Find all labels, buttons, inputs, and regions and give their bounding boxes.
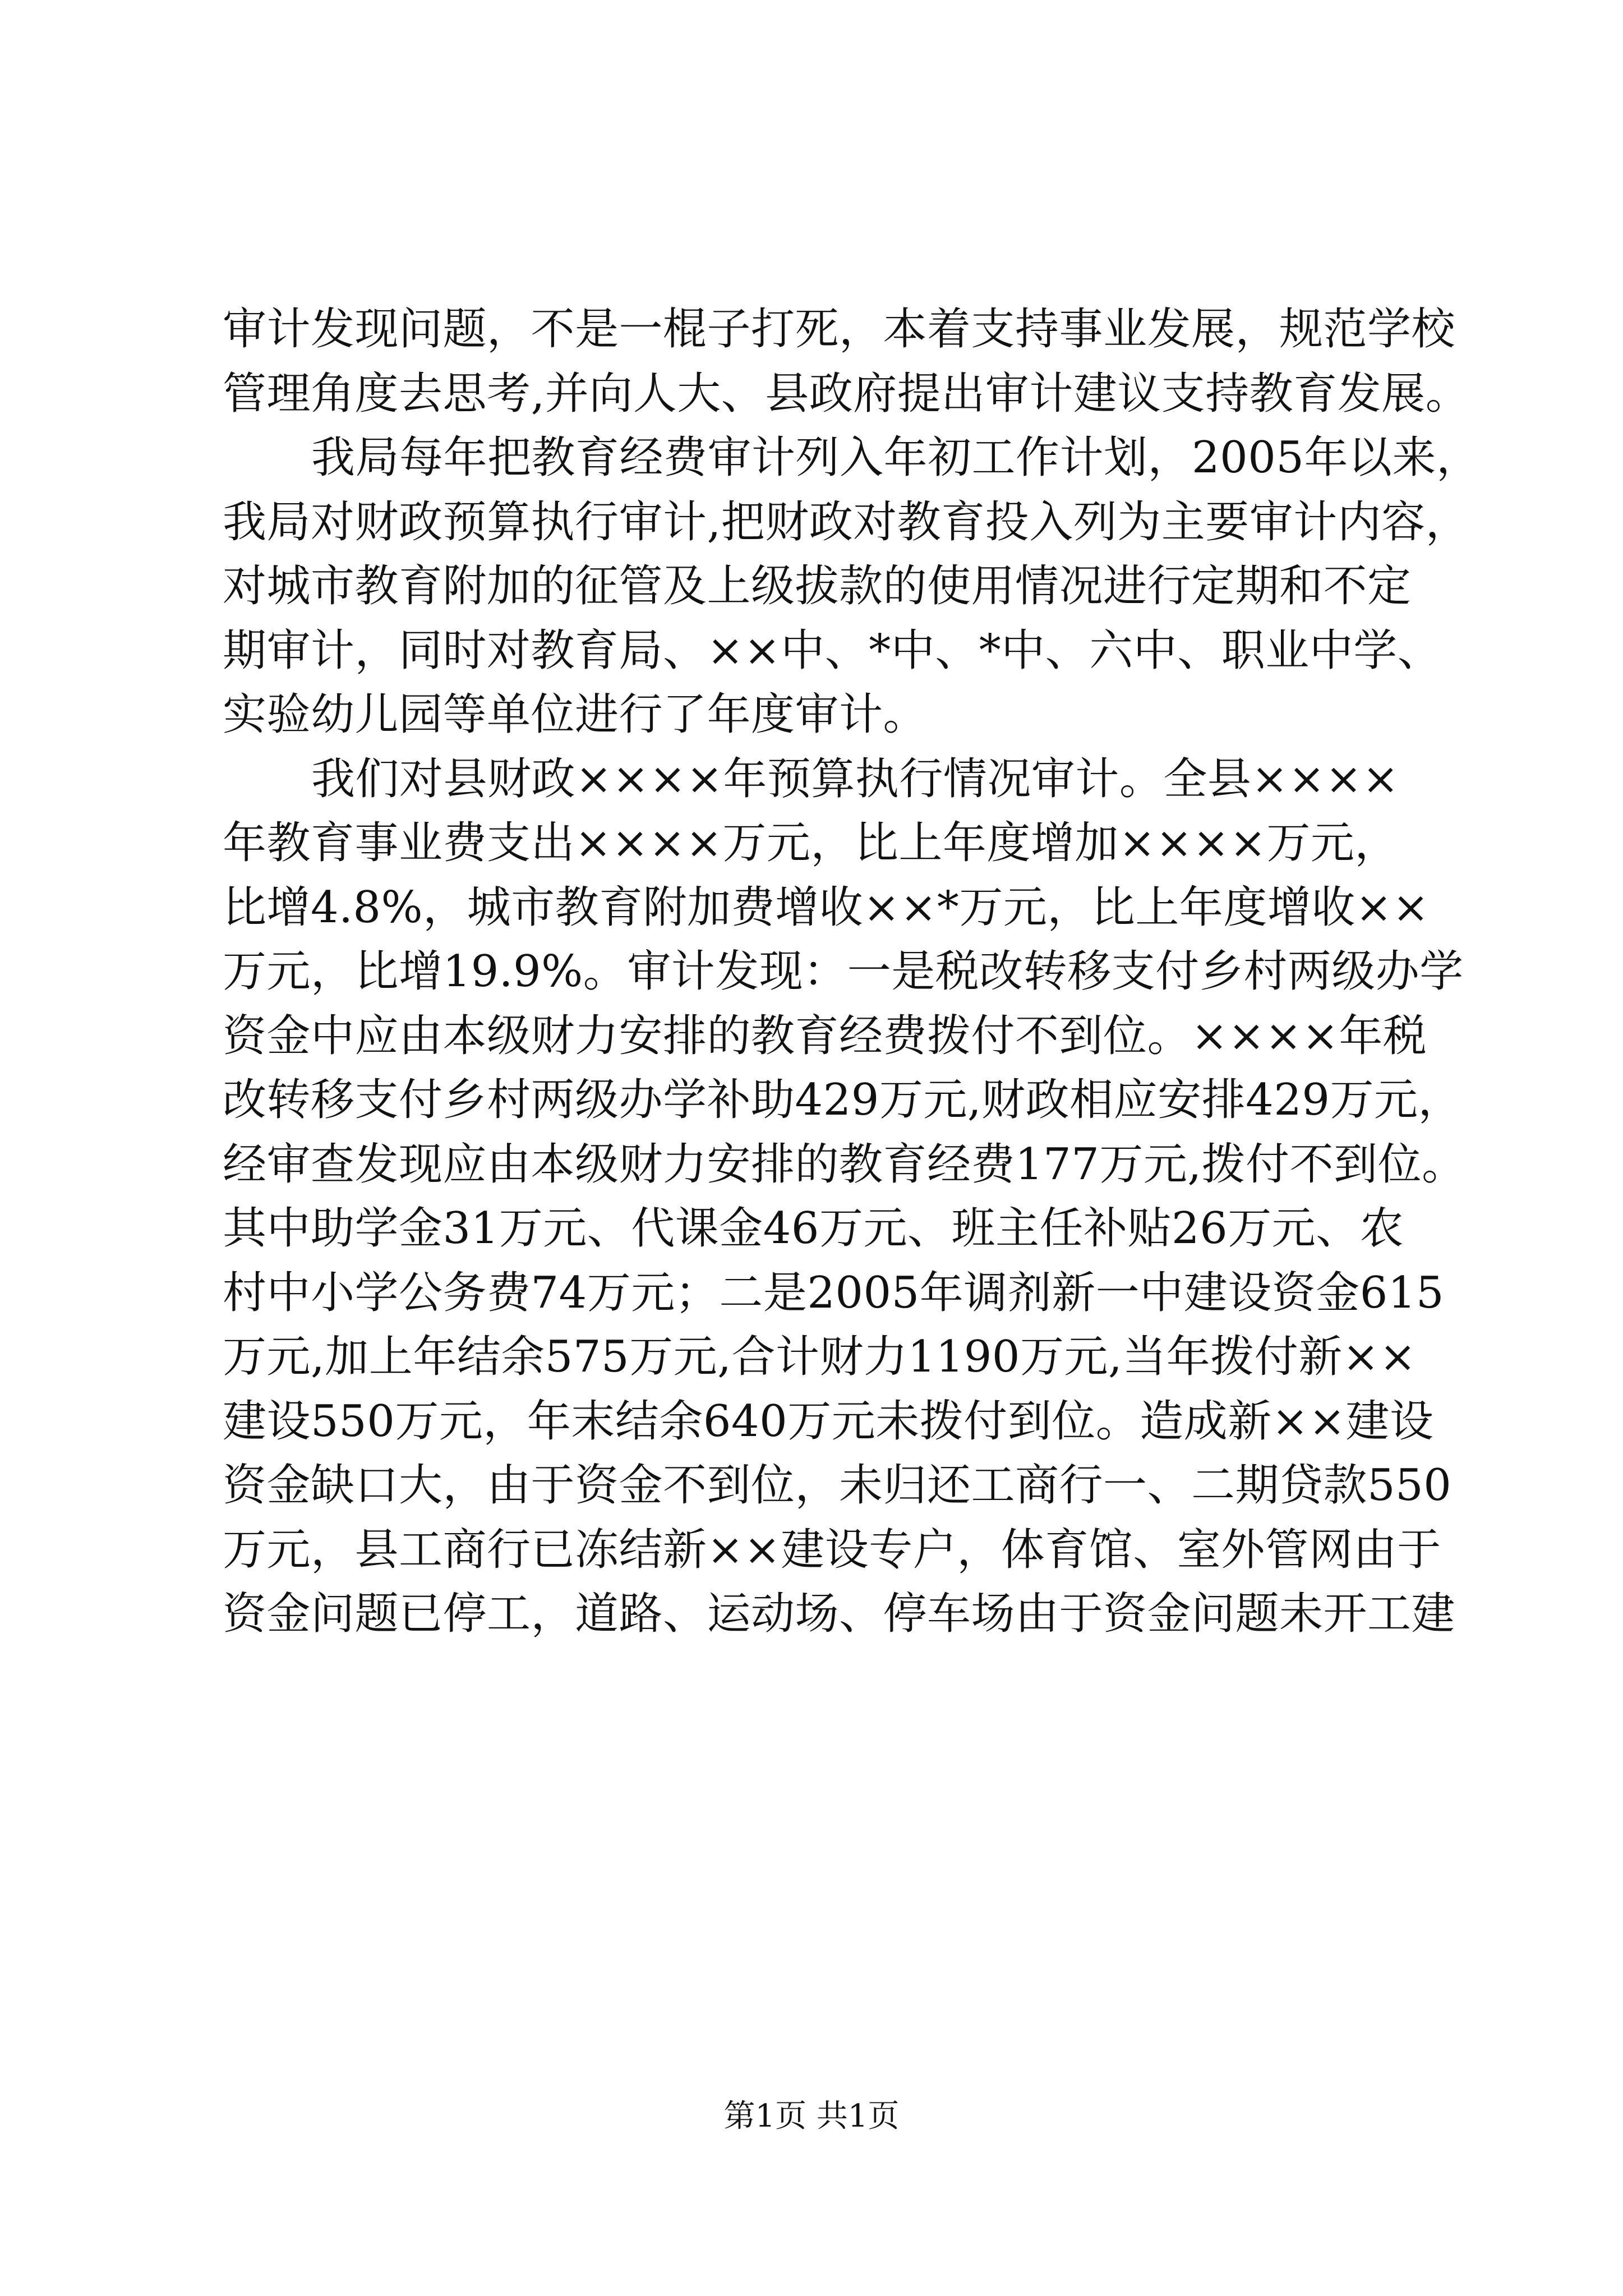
text-line: 对城市教育附加的征管及上级拔款的使用情况进行定期和不定 bbox=[223, 561, 1412, 611]
text-line: 管理角度去思考,并向人大、县政府提出审计建议支持教育发展。 bbox=[223, 368, 1470, 419]
body-text bbox=[223, 297, 1481, 1646]
text-line: 建设550万元，年末结余640万元未拨付到位。造成新××建设 bbox=[223, 1396, 1434, 1447]
text-line: 期审计，同时对教育局、××中、*中、*中、六中、职业中学、 bbox=[223, 625, 1442, 676]
text-line: 经审查发现应由本级财力安排的教育经费177万元,拨付不到位。 bbox=[223, 1139, 1466, 1190]
text-line: 资金中应由本级财力安排的教育经费拨付不到位。××××年税 bbox=[223, 1010, 1427, 1061]
text-line: 改转移支付乡村两级办学补助429万元,财政相应安排429万元， bbox=[223, 1075, 1463, 1125]
text-line: 村中小学公务费74万元；二是2005年调剂新一中建设资金615 bbox=[223, 1267, 1445, 1318]
text-line: 资金问题已停工，道路、运动场、停车场由于资金问题未开工建 bbox=[223, 1589, 1456, 1639]
text-line: 我局对财政预算执行审计,把财政对教育投入列为主要审计内容， bbox=[223, 496, 1470, 547]
paragraph-first-line: 我们对县财政××××年预算执行情况审计。全县×××× bbox=[311, 753, 1399, 804]
text-line: 审计发现问题，不是一棍子打死，本着支持事业发展，规范学校 bbox=[223, 304, 1456, 355]
text-line: 其中助学金31万元、代课金46万元、班主任补贴26万元、农 bbox=[223, 1203, 1404, 1254]
page-number-footer: 第1页 共1页 bbox=[723, 2098, 900, 2134]
text-line: 实验幼儿园等单位进行了年度审计。 bbox=[223, 689, 928, 740]
text-line: 万元，县工商行已冻结新××建设专户，体育馆、室外管网由于 bbox=[223, 1524, 1441, 1575]
text-line: 比增4.8%，城市教育附加费增收××*万元，比上年度增收×× bbox=[223, 882, 1430, 933]
text-line: 年教育事业费支出××××万元，比上年度增加××××万元， bbox=[223, 818, 1399, 868]
text-line: 万元，比增19.9%。审计发现：一是税改转移支付乡村两级办学 bbox=[223, 946, 1464, 997]
paragraph-first-line: 我局每年把教育经费审计列入年初工作计划，2005年以来， bbox=[311, 432, 1481, 483]
text-line: 万元,加上年结余575万元,合计财力1190万元,当年拨付新×× bbox=[223, 1332, 1417, 1382]
text-line: 资金缺口大，由于资金不到位，未归还工商行一、二期贷款550 bbox=[223, 1460, 1452, 1511]
